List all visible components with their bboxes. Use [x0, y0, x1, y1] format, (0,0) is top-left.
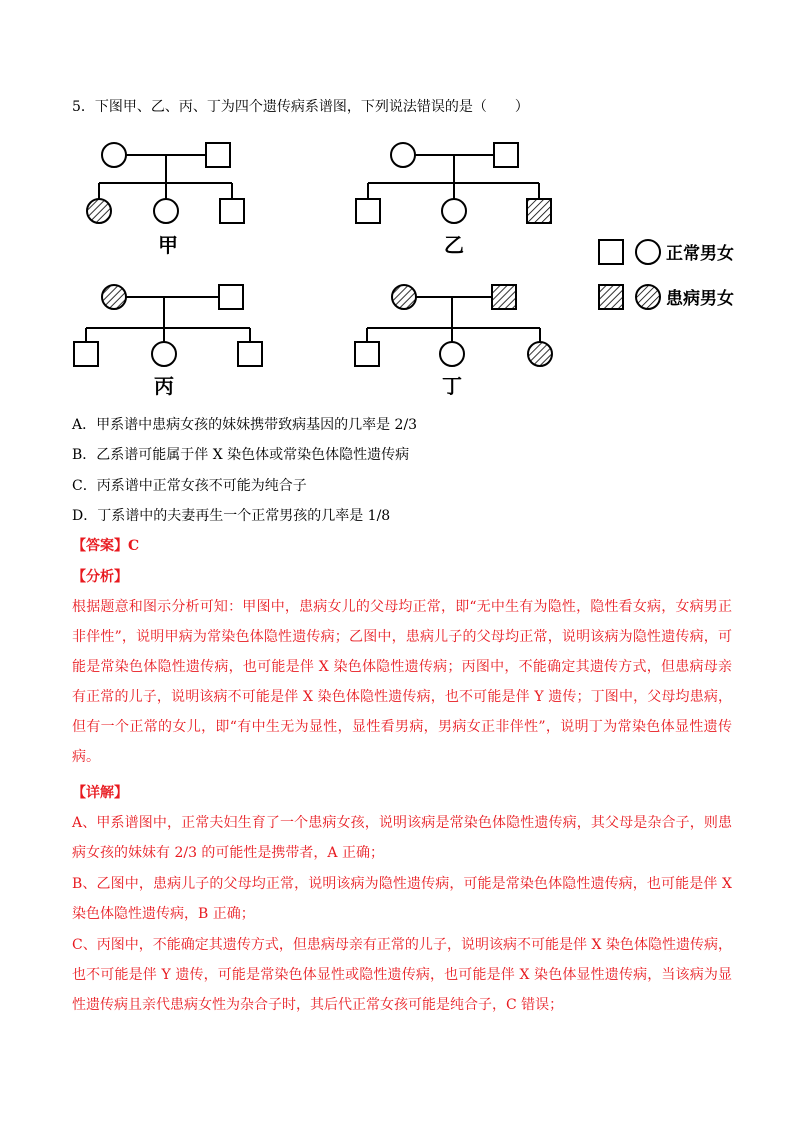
option-d: D．丁系谱中的夫妻再生一个正常男孩的几率是 1/8 — [72, 508, 391, 524]
jia-son-normal — [220, 199, 244, 223]
answer-label: 【答案】 — [72, 538, 128, 554]
question-number: 5 — [72, 99, 81, 115]
bing-son-normal-left — [74, 342, 98, 366]
legend-normal-label: 正常男女 — [666, 244, 734, 264]
yi-daughter-normal — [442, 199, 466, 223]
jia-mother-normal — [102, 143, 126, 167]
legend-normal-female-icon — [636, 240, 660, 264]
legend-affected-female-icon — [636, 285, 660, 309]
bing-father-normal — [219, 285, 243, 309]
jia-daughter-normal — [154, 199, 178, 223]
pedigree-bing — [74, 285, 262, 366]
ding-daughter-affected — [528, 342, 552, 366]
legend — [599, 240, 660, 309]
detail-a: A、甲系谱图中，正常夫妇生育了一个患病女孩，说明该病是常染色体隐性遗传病，其父母是杂合子，则患病女孩的妹妹有 2/3 的可能性是携带者，A 正确； — [72, 815, 732, 861]
ding-father-affected — [492, 285, 516, 309]
question-text: 下图甲、乙、丙、丁为四个遗传病系谱图，下列说法错误的是（ ） — [94, 99, 529, 115]
pedigree-ding — [355, 285, 552, 366]
pedigree-label-bing: 丙 — [154, 374, 174, 398]
option-b: B．乙系谱可能属于伴 X 染色体或常染色体隐性遗传病 — [72, 447, 410, 463]
pedigree-label-jia: 甲 — [158, 233, 178, 257]
yi-son-normal — [356, 199, 380, 223]
detail-b: B、乙图中，患病儿子的父母均正常，说明该病为隐性遗传病，可能是常染色体隐性遗传病，也可能是伴 X 染色体隐性遗传病，B 正确； — [72, 876, 732, 922]
option-c: C．丙系谱中正常女孩不可能为纯合子 — [72, 478, 307, 494]
analysis-label: 【分析】 — [72, 569, 128, 585]
detail-c: C、丙图中，不能确定其遗传方式，但患病母亲有正常的儿子，说明该病不可能是伴 X 染色体隐性遗传病，也不可能是伴 Y 遗传，可能是常染色体显性或隐性遗传病，也可能是伴 X 染色体显性遗传病，当该病为显性遗传病且亲代患病女性为杂合子时，其后代正常女孩可能是纯合子，C 错误； — [72, 937, 732, 1013]
pedigree-figure — [0, 0, 800, 400]
answer-line — [72, 536, 139, 556]
yi-son-affected — [527, 199, 551, 223]
question-stem: 5．下图甲、乙、丙、丁为四个遗传病系谱图，下列说法错误的是（ ） — [72, 99, 529, 115]
analysis-text: 根据题意和图示分析可知：甲图中，患病女儿的父母均正常，即“无中生有为隐性，隐性看女病，女病男正非伴性”，说明甲病为常染色体隐性遗传病；乙图中，患病儿子的父母均正常，说明该病为隐性遗传病，可能是常染色体隐性遗传病，也可能是伴 X 染色体隐性遗传病；丙图中，不能确定其遗传方式，但患病母亲有正常的儿子，说明该病不可能是伴 X 染色体隐性遗传病，也不可能是伴 Y 遗传；丁图中，父母均患病，但有一个正常的女儿，即“有中生无为显性，显性看男病，男病女正非伴性”，说明丁为常染色体显性遗传病。 — [72, 599, 732, 765]
answer-value: C — [128, 538, 140, 554]
jia-father-normal — [206, 143, 230, 167]
pedigree-label-yi: 乙 — [444, 233, 464, 257]
pedigree-jia — [87, 143, 244, 223]
bing-daughter-normal — [152, 342, 176, 366]
ding-son-normal — [355, 342, 379, 366]
option-a: A．甲系谱中患病女孩的妹妹携带致病基因的几率是 2/3 — [72, 417, 418, 433]
legend-normal-male-icon — [599, 240, 623, 264]
yi-father-normal — [494, 143, 518, 167]
yi-mother-normal — [391, 143, 415, 167]
legend-affected-male-icon — [599, 285, 623, 309]
detail-label: 【详解】 — [72, 785, 128, 801]
bing-mother-affected — [102, 285, 126, 309]
bing-son-normal-right — [238, 342, 262, 366]
legend-affected-label: 患病男女 — [666, 289, 734, 309]
pedigree-label-ding: 丁 — [442, 374, 462, 398]
jia-daughter-affected — [87, 199, 111, 223]
ding-daughter-normal — [440, 342, 464, 366]
pedigree-yi — [356, 143, 551, 223]
ding-mother-affected — [392, 285, 416, 309]
